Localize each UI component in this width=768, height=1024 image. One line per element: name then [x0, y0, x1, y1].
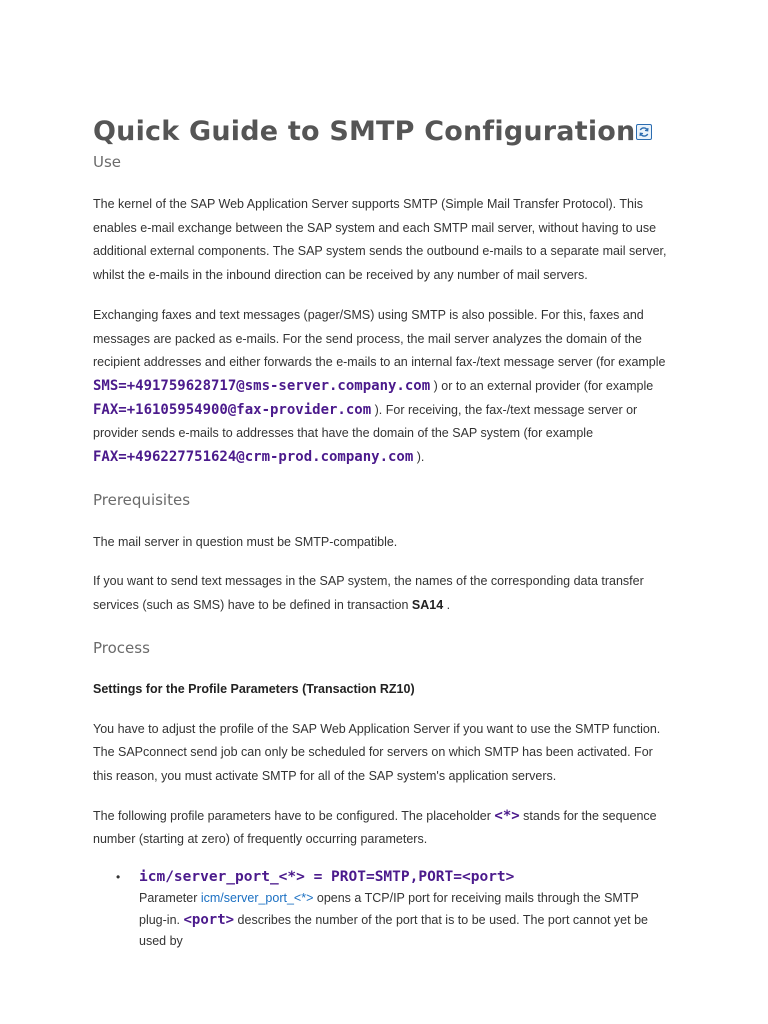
- param-desc-text-c: describes the number of the port that is to be used. The port cannot yet be used by: [139, 912, 648, 949]
- prereq-paragraph-1: The mail server in question must be SMTP-compatible.: [93, 534, 398, 549]
- port-code: <port>: [183, 911, 235, 928]
- prerequisites-heading: Prerequisites: [93, 490, 191, 509]
- parameter-list: [93, 866, 668, 953]
- settings-subheading: Settings for the Profile Parameters (Transaction RZ10): [93, 681, 415, 696]
- param-link[interactable]: icm/server_port_<*>: [200, 891, 314, 906]
- use-paragraph-1: The kernel of the SAP Web Application Server supports SMTP (Simple Mail Transfer Protocol). This enables e-mail exchange between the SAP system and each SMTP mail server, without having to use additional external components. The SAP system sends the outbound e-mails to a separate mail server, whilst the e-mails in the inbound direction can be received by any number of mail servers.: [93, 197, 667, 283]
- placeholder-code: <*>: [494, 807, 520, 824]
- use-heading: Use: [93, 153, 122, 171]
- refresh-icon[interactable]: [636, 124, 652, 140]
- process-paragraph-2: [93, 805, 668, 852]
- use-p2-text-a: Exchanging faxes and text messages (pager/SMS) using SMTP is also possible. For this, faxes and messages are packed as e-mails. For the send process, the mail server analyzes the domain of the recipient addresses and either forwards the e-mails to an internal fax-/text message server (for example: [93, 307, 666, 370]
- bullet-icon: •: [116, 870, 121, 885]
- document-content: [93, 110, 668, 953]
- process-paragraph-1: You have to adjust the profile of the SAP Web Application Server if you want to use the SMTP function. The SAPconnect send job can only be scheduled for servers on which SMTP has been activated. For this reason, you must activate SMTP for all of the SAP system's application servers.: [93, 721, 661, 783]
- param-description: [139, 888, 668, 953]
- param-title: icm/server_port_<*> = PROT=SMTP,PORT=<port>: [139, 869, 515, 886]
- list-item: [93, 866, 668, 953]
- fax-crm-code: FAX=+496227751624@crm-prod.company.com: [93, 449, 414, 466]
- use-p2-text-c: ). For receiving, the fax-/text message server or provider sends e-mails to addresses that have the domain of the SAP system (for example: [93, 402, 638, 441]
- prereq-p2-text-a: If you want to send text messages in the SAP system, the names of the corresponding data transfer services (such as SMS) have to be defined in transaction: [93, 574, 644, 613]
- process-p2-text-a: The following profile parameters have to be configured. The placeholder: [93, 808, 495, 823]
- page-title: [93, 110, 668, 154]
- sms-address-code: SMS=+491759628717@sms-server.company.com: [93, 377, 431, 394]
- prereq-p2-text-b: .: [443, 598, 451, 613]
- page-title-text: Quick Guide to SMTP Configuration: [93, 116, 636, 147]
- fax-provider-code: FAX=+16105954900@fax-provider.com: [93, 401, 372, 418]
- prereq-paragraph-2: [93, 570, 668, 617]
- use-paragraph-2: [93, 304, 668, 470]
- process-heading: Process: [93, 638, 150, 657]
- param-desc-text-b: opens a TCP/IP port for receiving mails through the SMTP plug-in.: [139, 891, 639, 927]
- use-p2-text-b: ) or to an external provider (for example: [430, 378, 654, 393]
- use-p2-text-d: ).: [413, 450, 425, 465]
- process-p2-text-b: stands for the sequence number (starting at zero) of frequently occurring parameters.: [93, 808, 657, 847]
- param-desc-text-a: Parameter: [139, 891, 201, 906]
- transaction-code: SA14: [411, 598, 444, 613]
